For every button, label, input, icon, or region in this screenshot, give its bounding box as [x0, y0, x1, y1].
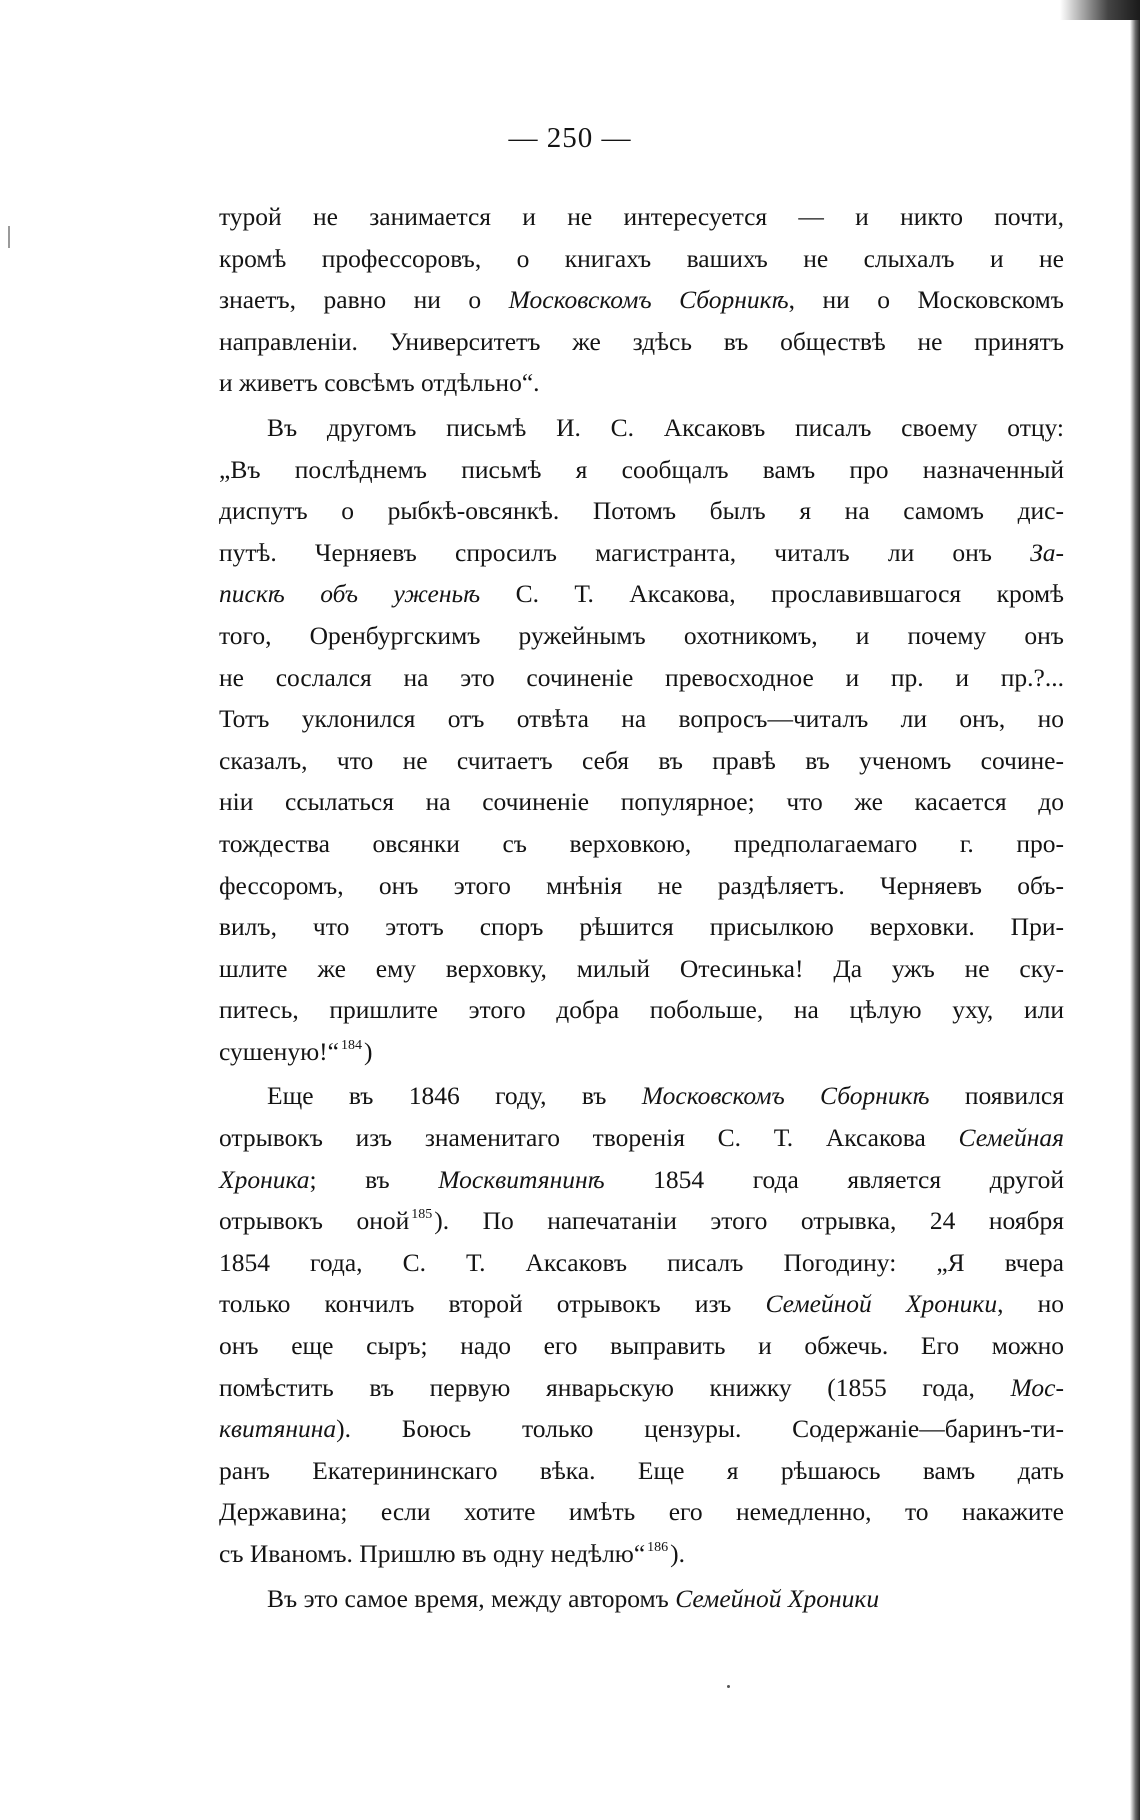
- italic-title: пискѣ объ уженьѣ: [219, 579, 481, 609]
- text-line: [219, 948, 1064, 990]
- italic-title: Семейной Хроники: [765, 1289, 998, 1319]
- text-line: [219, 1578, 1064, 1620]
- italic-title: Семейной Хроники: [675, 1583, 880, 1613]
- text-line: [219, 615, 1064, 657]
- text-line: [219, 1533, 1064, 1575]
- text-line: [219, 449, 1064, 491]
- text-run: тождества овсянки съ верховкою, предполагаемаго г. про-: [219, 828, 1064, 858]
- footnote-ref: 185: [411, 1207, 433, 1223]
- text-run: ніи ссылаться на сочиненіе популярное; что же касается до: [219, 787, 1064, 817]
- text-run: ; въ: [309, 1164, 439, 1194]
- text-run: диспутъ о рыбкѣ-овсянкѣ. Потомъ былъ я на самомъ дис-: [219, 496, 1064, 526]
- italic-title: Хроника: [219, 1164, 310, 1194]
- text-run: не сослался на это сочиненіе превосходное и пр. и пр.?...: [219, 662, 1064, 692]
- text-line: [219, 1242, 1064, 1284]
- text-run: Въ другомъ письмѣ И. С. Аксаковъ писалъ своему отцу:: [267, 412, 1064, 442]
- text-line: [219, 1450, 1064, 1492]
- italic-title: Московскомъ Сборникѣ: [641, 1081, 930, 1111]
- text-line: [219, 362, 1064, 404]
- text-run: сушеную!“: [219, 1036, 339, 1066]
- text-run: ранъ Екатерининскаго вѣка. Еще я рѣшаюсь вамъ дать: [219, 1455, 1064, 1485]
- text-run: того, Оренбургскимъ ружейнымъ охотникомъ, и почему онъ: [219, 620, 1064, 650]
- text-run: и живетъ совсѣмъ отдѣльно“.: [219, 368, 540, 398]
- text-line: [219, 196, 1064, 238]
- text-run: ). По напечатаніи этого отрывка, 24 ноября: [434, 1206, 1064, 1236]
- text-run: только кончилъ второй отрывокъ изъ: [219, 1289, 766, 1319]
- text-line: [219, 906, 1064, 948]
- text-line: [219, 490, 1064, 532]
- italic-title: Москвитянинѣ: [438, 1164, 605, 1194]
- text-run: шлите же ему верховку, милый Отесинька! Да ужъ не ску-: [219, 953, 1064, 983]
- text-run: фессоромъ, онъ этого мнѣнія не раздѣляетъ. Черняевъ объ-: [219, 870, 1064, 900]
- text-line: [219, 1283, 1064, 1325]
- text-line: [219, 1117, 1064, 1159]
- italic-title: квитянина: [219, 1414, 337, 1444]
- text-line: [219, 865, 1064, 907]
- text-line: [219, 781, 1064, 823]
- text-line: [219, 1325, 1064, 1367]
- text-line: [219, 698, 1064, 740]
- text-run: знаетъ, равно ни о: [219, 285, 509, 315]
- text-run: , но: [997, 1289, 1064, 1319]
- text-line: [219, 657, 1064, 699]
- text-line: [219, 238, 1064, 280]
- text-line: [219, 279, 1064, 321]
- text-run: ). Боюсь только цензуры. Содержаніе—баринъ-ти-: [336, 1414, 1064, 1444]
- text-line: [219, 989, 1064, 1031]
- text-run: направленіи. Университетъ же здѣсь въ обществѣ не принятъ: [219, 326, 1064, 356]
- text-run: вилъ, что этотъ споръ рѣшится присылкою верховки. При-: [219, 912, 1064, 942]
- text-run: отрывокъ оной: [219, 1206, 410, 1236]
- text-run: , ни о Московскомъ: [788, 285, 1064, 315]
- text-run: съ Иваномъ. Пришлю въ одну недѣлю“: [219, 1539, 646, 1568]
- scan-mark: [8, 226, 10, 248]
- italic-title: Семейная: [958, 1123, 1064, 1153]
- footnote-ref: 184: [340, 1037, 362, 1053]
- text-run: отрывокъ изъ знаменитаго творенія С. Т. Аксакова: [219, 1123, 959, 1153]
- text-run: 1854 года является другой: [604, 1164, 1064, 1194]
- text-line: [219, 1159, 1064, 1201]
- text-run: питесь, пришлите этого добра побольше, на цѣлую уху, или: [219, 995, 1064, 1025]
- text-line: [219, 407, 1064, 449]
- text-line: [219, 1200, 1064, 1242]
- text-run: 1854 года, С. Т. Аксаковъ писалъ Погодину: „Я вчера: [219, 1247, 1064, 1277]
- text-run: турой не занимается и не интересуется — и никто почти,: [219, 202, 1064, 231]
- text-run: Державина; если хотите имѣть его немедленно, то накажите: [219, 1497, 1064, 1527]
- text-line: [219, 1408, 1064, 1450]
- text-run: „Въ послѣднемъ письмѣ я сообщалъ вамъ про назначенный: [219, 454, 1064, 484]
- text-line: [219, 1075, 1064, 1117]
- text-run: ).: [670, 1539, 686, 1568]
- text-run: кромѣ профессоровъ, о книгахъ вашихъ не слыхалъ и не: [219, 243, 1064, 273]
- text-run: С. Т. Аксакова, прославившагося кромѣ: [480, 579, 1064, 609]
- italic-title: За-: [1030, 537, 1064, 567]
- text-run: онъ еще сыръ; надо его выправить и обжечь. Его можно: [219, 1331, 1064, 1361]
- text-run: Тотъ уклонился отъ отвѣта на вопросъ—читалъ ли онъ, но: [219, 704, 1064, 734]
- text-run: ): [363, 1036, 373, 1066]
- page-corner-shadow: [1060, 0, 1140, 20]
- page-number: — 250 —: [508, 122, 632, 154]
- text-run: путѣ. Черняевъ спросилъ магистранта, читалъ ли онъ: [219, 537, 1031, 567]
- italic-title: Мос-: [1010, 1372, 1064, 1402]
- text-line: [219, 823, 1064, 865]
- text-line: [219, 1367, 1064, 1409]
- text-line: [219, 1491, 1064, 1533]
- text-line: [219, 532, 1064, 574]
- text-run: сказалъ, что не считаетъ себя въ правѣ въ ученомъ сочине-: [219, 745, 1064, 775]
- page-edge-shadow: [1130, 0, 1140, 1820]
- text-line: [219, 740, 1064, 782]
- italic-title: Московскомъ Сборникѣ: [508, 285, 789, 315]
- footnote-ref: 186: [647, 1540, 669, 1555]
- text-run: появился: [929, 1081, 1064, 1111]
- text-line: [219, 321, 1064, 363]
- text-line: [219, 1031, 1064, 1073]
- text-line: [219, 573, 1064, 615]
- text-run: Еще въ 1846 году, въ: [267, 1081, 642, 1111]
- text-run: помѣстить въ первую январьскую книжку (1855 года,: [219, 1372, 1011, 1402]
- ink-speck: [727, 1685, 730, 1688]
- text-run: Въ это самое время, между авторомъ: [267, 1583, 676, 1613]
- body-text: [219, 196, 1064, 1619]
